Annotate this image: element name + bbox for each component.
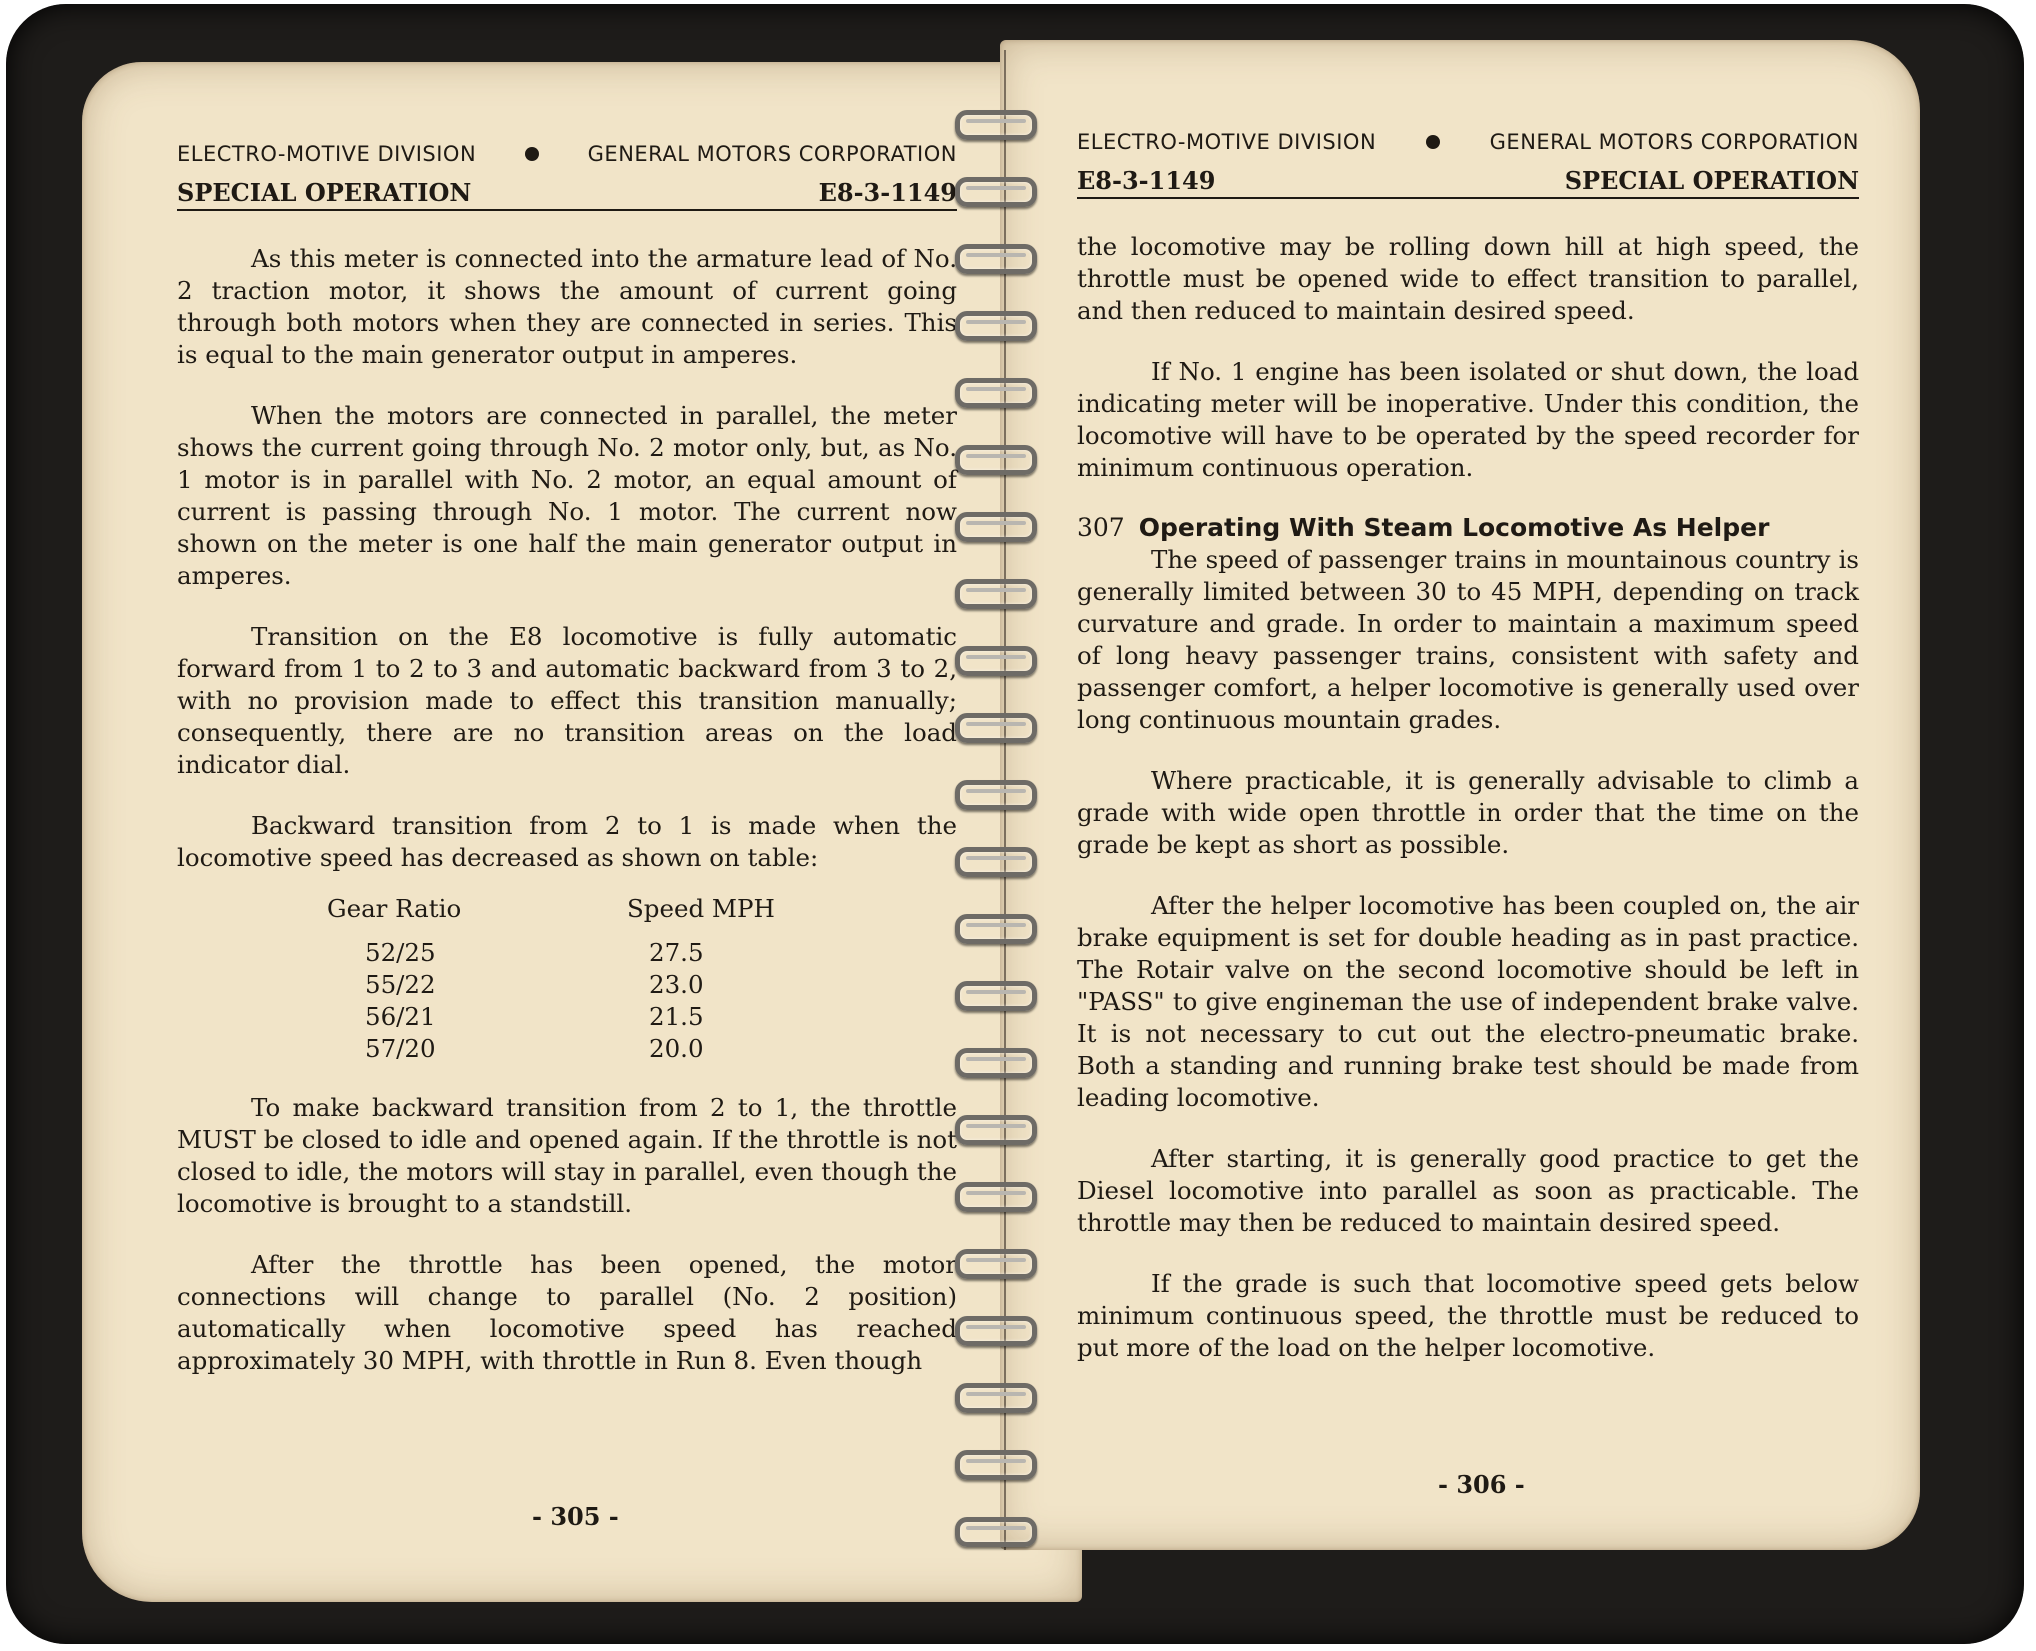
binding-coil [955,1316,1037,1346]
binding-coil [955,1115,1037,1145]
paragraph: If No. 1 engine has been isolated or shut down, the load indicating meter will be inoperative. Under this condition, the locomotive will have to be operated by the speed recorder for minimum continuous operation. [1077,357,1859,482]
header-division: ELECTRO-MOTIVE DIVISION [177,142,477,166]
header-corporation: GENERAL MOTORS CORPORATION [587,142,957,166]
speed-cell: 20.0 [649,1034,704,1063]
binding-coil [955,713,1037,743]
doc-code: E8-3-1149 [1077,166,1216,195]
paragraph: Transition on the E8 locomotive is fully automatic forward from 1 to 2 to 3 and automatic backward from 3 to 2, with no provision made to effect this transition manually; consequently, there are no transition areas on the load indicator dial. [177,622,957,779]
binding-coil [955,378,1037,408]
gear-ratio-cell: 55/22 [365,970,436,999]
binding-coil [955,1517,1037,1547]
binding-coil [955,847,1037,877]
paragraph: Where practicable, it is generally advisable to climb a grade with wide open throttle in order that the time on the grade be kept as short as possible. [1077,766,1859,859]
table-row [327,1001,827,1033]
gear-ratio-cell: 57/20 [365,1034,436,1063]
paragraph: After the helper locomotive has been coupled on, the air brake equipment is set for double heading as in past practice. The Rotair valve on the second locomotive should be left in "PASS" to give engineman the use of independent brake valve. It is not necessary to cut out the electro-pneumatic brake. Both a standing and running brake test should be made from leading locomotive. [1077,891,1859,1112]
paragraph: the locomotive may be rolling down hill at high speed, the throttle must be opened wide to effect transition to parallel, and then reduced to maintain desired speed. [1077,232,1859,325]
binding-coil [955,914,1037,944]
page-number: - 306 - [1438,1470,1525,1499]
binding-coil [955,445,1037,475]
paragraph: After the throttle has been opened, the motor connections will change to parallel (No. 2 position) automatically when locomotive speed has reached approximately 30 MPH, with throttle in Run 8. Even though [177,1250,957,1375]
right-page [1000,40,1920,1550]
gear-ratio-cell: 56/21 [365,1002,436,1031]
running-header [177,142,957,166]
paragraph: When the motors are connected in parallel, the meter shows the current going through No. 2 motor only, but, as No. 1 motor is in parallel with No. 2 motor, an equal amount of current is passing through No. 1 motor. The current now shown on the meter is one half the main generator output in amperes. [177,401,957,590]
binding-coil [955,1450,1037,1480]
paragraph: If the grade is such that locomotive speed gets below minimum continuous speed, the throttle must be reduced to put more of the load on the helper locomotive. [1077,1269,1859,1362]
column-header-speed-mph: Speed MPH [627,894,775,923]
section-title: SPECIAL OPERATION [177,178,472,207]
section-title: SPECIAL OPERATION [1564,166,1859,195]
running-header [1077,130,1859,154]
speed-cell: 21.5 [649,1002,704,1031]
gear-ratio-cell: 52/25 [365,938,436,967]
section-heading [1077,513,1859,542]
binding-coil [955,1182,1037,1212]
paragraph: Backward transition from 2 to 1 is made when the locomotive speed has decreased as shown on table: [177,811,957,872]
header-corporation: GENERAL MOTORS CORPORATION [1489,130,1859,154]
binding-coil [955,1383,1037,1413]
binding-coil [955,177,1037,207]
header-division: ELECTRO-MOTIVE DIVISION [1077,130,1377,154]
table-row [327,1033,827,1065]
binding-coil [955,579,1037,609]
binding-coil [955,1048,1037,1078]
column-header-gear-ratio: Gear Ratio [327,894,462,923]
page-number: - 305 - [532,1502,619,1531]
binding-coil [955,780,1037,810]
paragraph: As this meter is connected into the armature lead of No. 2 traction motor, it shows the amount of current going through both motors when they are connected in series. This is equal to the main generator output in amperes. [177,244,957,369]
spiral-binding [955,95,1065,1555]
gear-ratio-table [327,893,827,1065]
binding-coil [955,1249,1037,1279]
paragraph: To make backward transition from 2 to 1, the throttle MUST be closed to idle and opened again. If the throttle is not closed to idle, the motors will stay in parallel, even though the locomotive is brought to a standstill. [177,1093,957,1218]
paragraph: After starting, it is generally good practice to get the Diesel locomotive into parallel as soon as practicable. The throttle may then be reduced to maintain desired speed. [1077,1144,1859,1237]
bullet-icon [525,147,539,161]
left-page [82,62,1082,1602]
left-page-content [177,142,957,1406]
binding-coil [955,512,1037,542]
right-page-content [1077,130,1859,1393]
section-header [177,178,957,211]
binding-coil [955,244,1037,274]
doc-code: E8-3-1149 [818,178,957,207]
speed-cell: 23.0 [649,970,704,999]
binding-coil [955,646,1037,676]
section-heading-text: Operating With Steam Locomotive As Helper [1138,513,1770,542]
bullet-icon [1426,135,1440,149]
binding-coil [955,110,1037,140]
speed-cell: 27.5 [649,938,704,967]
table-row [327,937,827,969]
section-number: 307 [1077,513,1125,542]
table-header-row [327,893,827,925]
section-header [1077,166,1859,199]
table-row [327,969,827,1001]
binding-coil [955,311,1037,341]
paragraph: The speed of passenger trains in mountainous country is generally limited between 30 to 45 MPH, depending on track curvature and grade. In order to maintain a maximum speed of long heavy passenger trains, consistent with safety and passenger comfort, a helper locomotive is generally used over long continuous mountain grades. [1077,545,1859,734]
binding-coil [955,981,1037,1011]
